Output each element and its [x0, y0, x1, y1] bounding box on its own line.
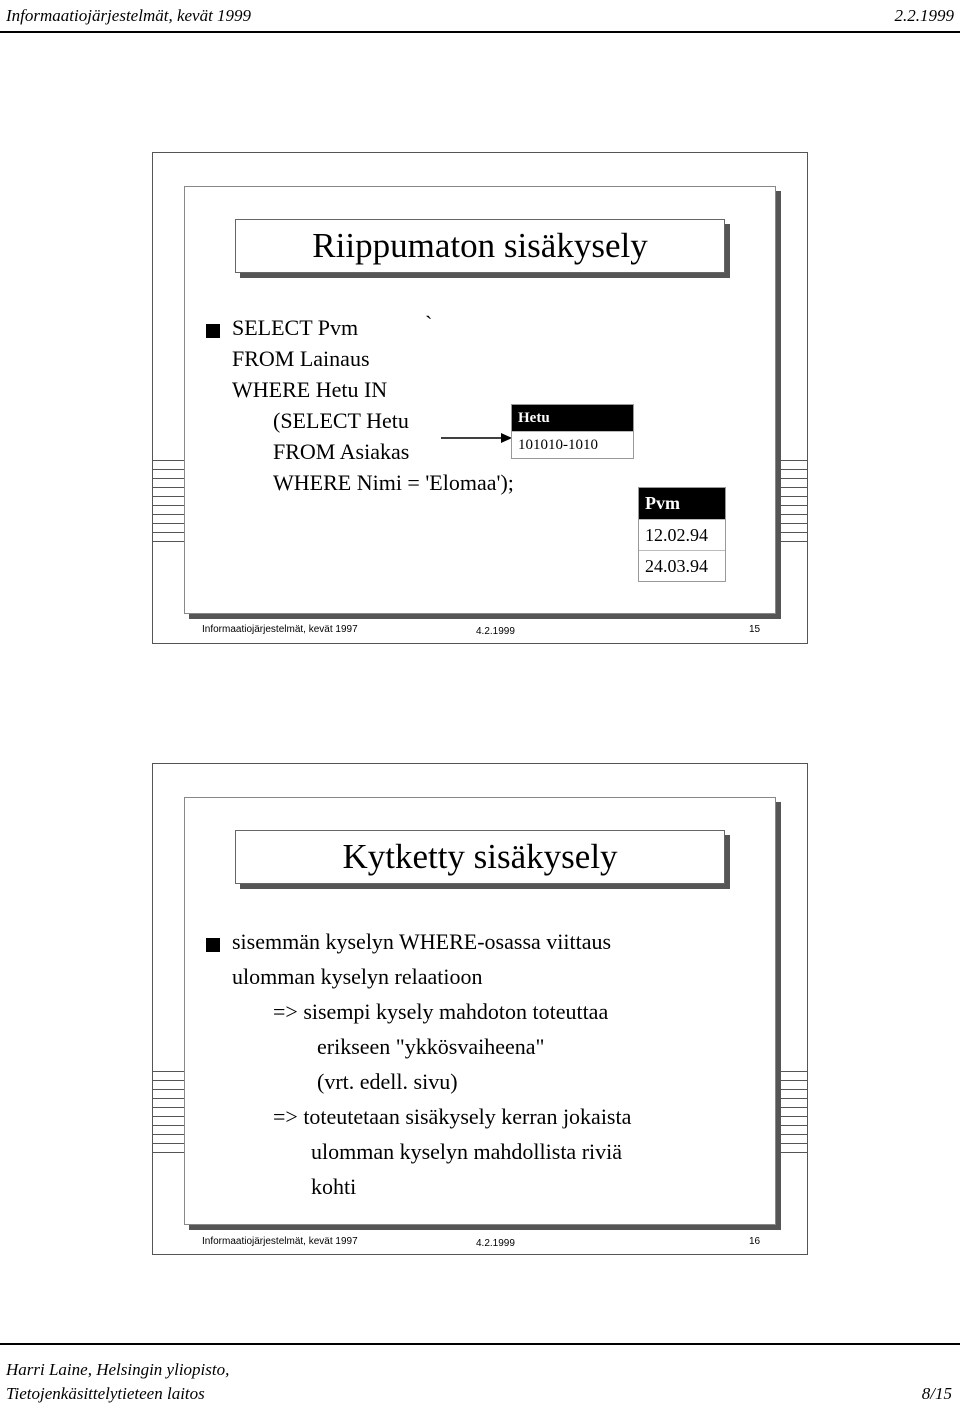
- slide-number: 15: [749, 624, 761, 635]
- pvm-table-cell: 12.02.94: [639, 519, 725, 550]
- pvm-table-cell: 24.03.94: [639, 550, 725, 581]
- slide-title: Kytketty sisäkysely: [235, 830, 725, 884]
- body-line: ulomman kyselyn mahdollista riviä: [311, 1139, 623, 1164]
- hetu-result-table: [511, 404, 634, 459]
- bullet-icon: [206, 324, 220, 338]
- slide-footer-date: 4.2.1999: [476, 626, 515, 637]
- bullet-icon: [206, 938, 220, 952]
- slide-title: Riippumaton sisäkysely: [235, 219, 725, 273]
- page-footer: [0, 1343, 960, 1408]
- pvm-result-table: [638, 487, 726, 582]
- slide-edge-hatch: [776, 460, 807, 542]
- slide-footer-course: Informaatiojärjestelmät, kevät 1997: [202, 624, 358, 635]
- slide-15: [152, 152, 808, 644]
- footer-department: Tietojenkäsittelytieteen laitos: [6, 1384, 205, 1403]
- footer-author: Harri Laine, Helsingin yliopisto,: [6, 1360, 230, 1379]
- arrow-icon: [441, 431, 513, 445]
- header-date: 2.2.1999: [894, 6, 954, 25]
- hetu-table-cell: 101010-1010: [512, 431, 633, 458]
- body-line: => toteutetaan sisäkysely kerran jokaista: [273, 1104, 632, 1129]
- code-line: WHERE Nimi = 'Elomaa');: [273, 470, 514, 495]
- pvm-table-header: Pvm: [639, 488, 725, 519]
- body-line: kohti: [311, 1174, 357, 1199]
- page-header: [0, 0, 960, 33]
- slide-frame: [184, 797, 776, 1225]
- slide-frame: [184, 186, 776, 614]
- slide-16: [152, 763, 808, 1255]
- slide-footer-course: Informaatiojärjestelmät, kevät 1997: [202, 1236, 358, 1247]
- page-number: 8/15: [921, 1384, 952, 1403]
- slide-edge-hatch: [776, 1071, 807, 1153]
- slide-edge-hatch: [153, 1071, 184, 1153]
- code-line: FROM Lainaus: [232, 346, 370, 371]
- code-line: SELECT Pvm: [232, 315, 359, 340]
- slide-number: 16: [749, 1236, 761, 1247]
- body-line: ulomman kyselyn relaatioon: [232, 964, 483, 989]
- slide-footer-date: 4.2.1999: [476, 1238, 515, 1249]
- hetu-table-header: Hetu: [512, 405, 633, 431]
- header-title: Informaatiojärjestelmät, kevät 1999: [6, 6, 252, 25]
- body-line: (vrt. edell. sivu): [317, 1069, 458, 1094]
- code-line: WHERE Hetu IN: [232, 377, 388, 402]
- body-line: => sisempi kysely mahdoton toteuttaa: [273, 999, 609, 1024]
- stray-mark: `: [425, 311, 433, 336]
- body-line: sisemmän kyselyn WHERE-osassa viittaus: [232, 929, 612, 954]
- body-line: erikseen "ykkösvaiheena": [317, 1034, 545, 1059]
- slide-edge-hatch: [153, 460, 184, 542]
- code-line: FROM Asiakas: [273, 439, 410, 464]
- code-line: (SELECT Hetu: [273, 408, 409, 433]
